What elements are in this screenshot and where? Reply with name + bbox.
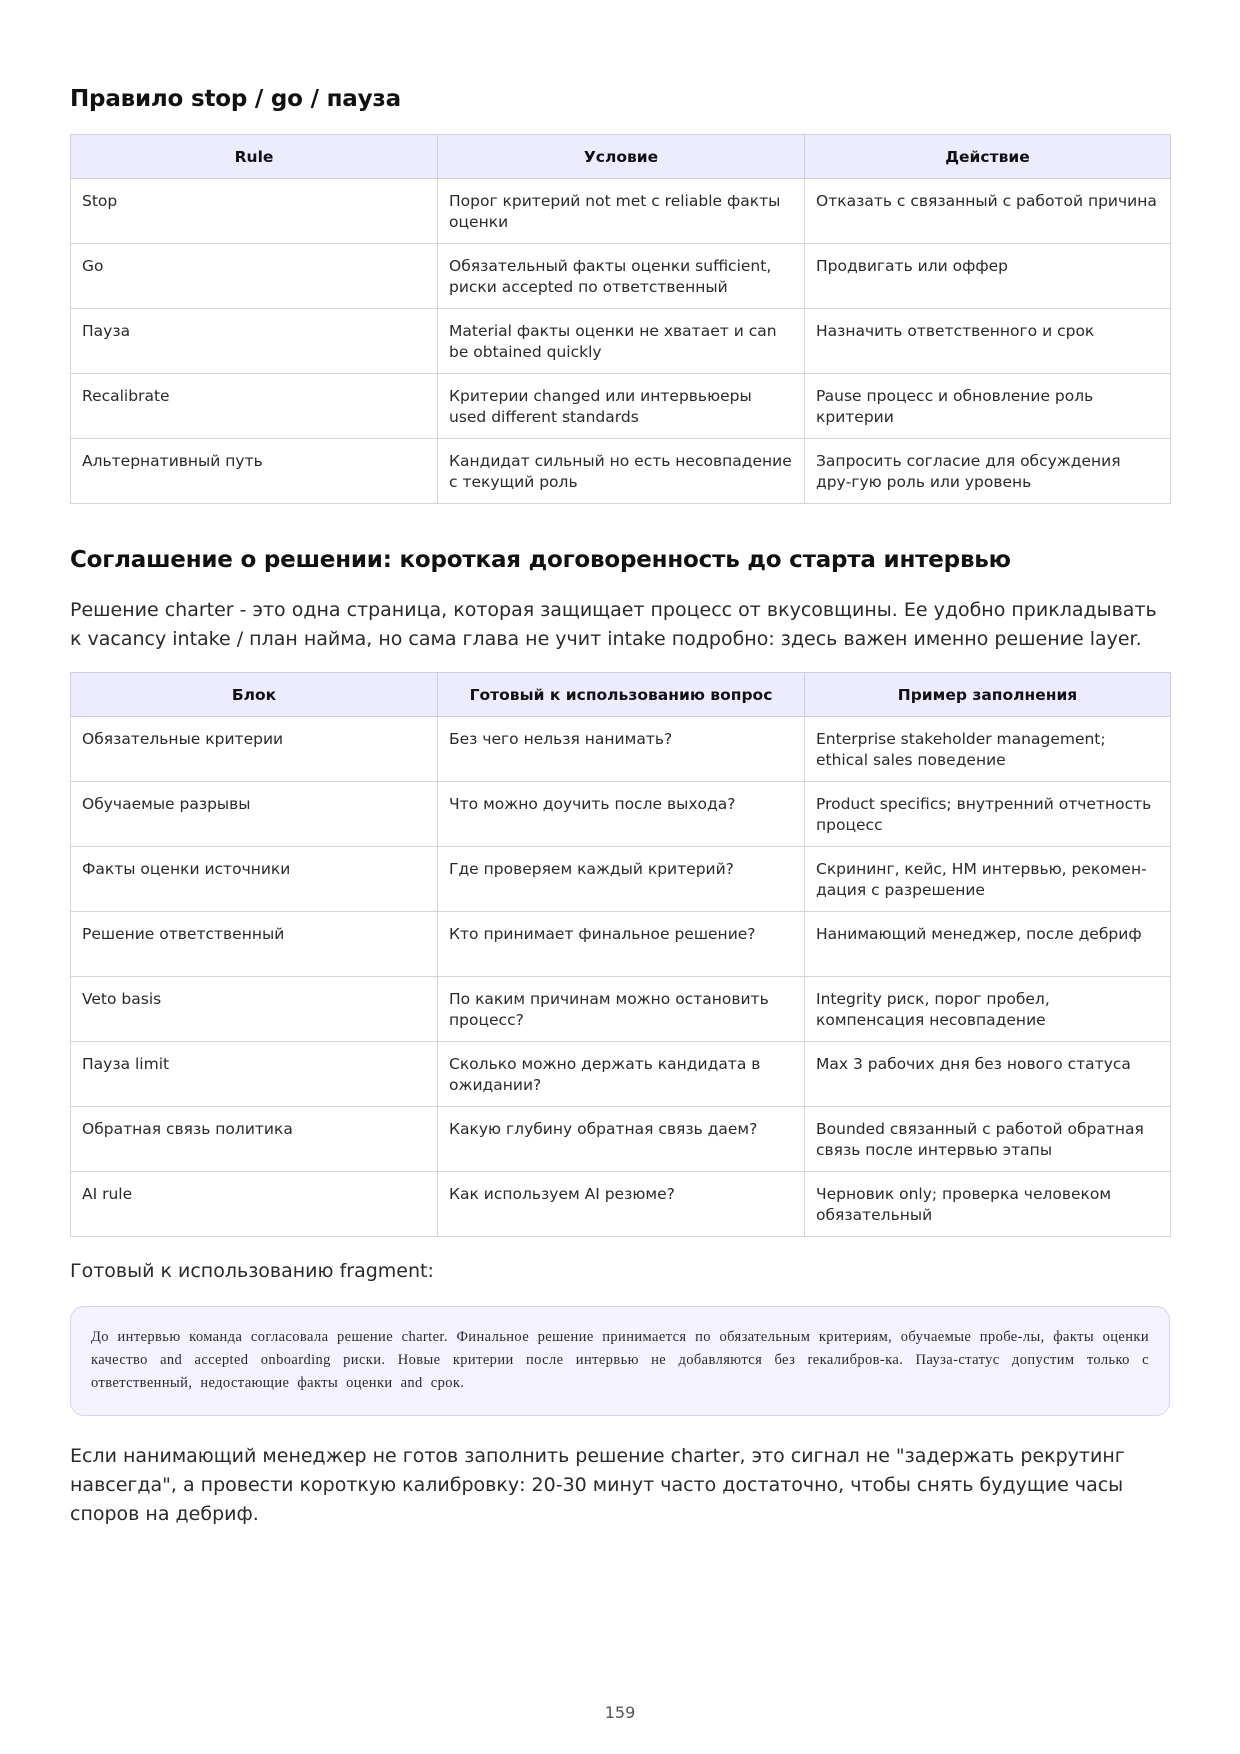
stop-go-pause-table [70,134,1171,504]
table-cell: Пауза limit [71,1042,438,1107]
table-cell: Обратная связь политика [71,1107,438,1172]
table-cell: Сколько можно держать кандидата в ожидании? [438,1042,805,1107]
table-cell: Черновик only; проверка человеком обязательный [805,1172,1171,1237]
table-cell: Какую глубину обратная связь даем? [438,1107,805,1172]
decision-charter-table [70,672,1171,1237]
table-row [71,977,1171,1042]
table-row [71,1172,1171,1237]
table-row [71,179,1171,244]
table-cell: Material факты оценки не хватает и can be obtained quickly [438,309,805,374]
table-cell: Обязательный факты оценки sufficient, риски accepted по ответственный [438,244,805,309]
table-cell: Enterprise stakeholder management; ethical sales поведение [805,717,1171,782]
table-cell: Кто принимает финальное решение? [438,912,805,977]
table-cell: Integrity риск, порог пробел, компенсация несовпадение [805,977,1171,1042]
table-cell: Обязательные критерии [71,717,438,782]
table-row [71,912,1171,977]
table-row [71,374,1171,439]
table-cell: Без чего нельзя нанимать? [438,717,805,782]
fragment-label: Готовый к использованию fragment: [70,1260,434,1282]
section-intro-paragraph: Решение charter - это одна страница, которая защищает процесс от вкусовщины. Ее удобно прикладывать к vacancy intake / план найма, но сама глава не учит intake подробно: здесь важен именно решение layer. [70,599,1157,650]
table-cell: Отказать с связанный с работой причина [805,179,1171,244]
table-cell: Bounded связанный с работой обратная связь после интервью этапы [805,1107,1171,1172]
table-header-row [71,673,1171,717]
table-cell: Альтернативный путь [71,439,438,504]
table-row [71,309,1171,374]
page-number: 159 [604,1703,636,1722]
table-cell: Go [71,244,438,309]
table-cell: Порог критерий not met с reliable факты оценки [438,179,805,244]
table-cell: Нанимающий менеджер, после дебриф [805,912,1171,977]
table-cell: Критерии changed или интервьюеры used different standards [438,374,805,439]
section-title-decision-charter: Соглашение о решении: короткая договоренность до старта интервью [70,547,1011,573]
table-row [71,782,1171,847]
table-cell: Скрининг, кейс, HM интервью, рекомен-дация с разрешение [805,847,1171,912]
table-cell: Факты оценки источники [71,847,438,912]
table-cell: Recalibrate [71,374,438,439]
table-cell: По каким причинам можно остановить процесс? [438,977,805,1042]
table-cell: Решение ответственный [71,912,438,977]
table-cell: Где проверяем каждый критерий? [438,847,805,912]
table-cell: AI rule [71,1172,438,1237]
table-cell: Как используем AI резюме? [438,1172,805,1237]
column-header: Rule [71,135,438,179]
closing-paragraph: Если нанимающий менеджер не готов заполнить решение charter, это сигнал не "задержать рекрутинг навсегда", а провести короткую калибровку: 20-30 минут часто достаточно, чтобы снять будущие часы споров на дебриф. [70,1445,1125,1525]
table-cell: Кандидат сильный но есть несовпадение с текущий роль [438,439,805,504]
table-cell: Product specifics; внутренний отчетность процесс [805,782,1171,847]
table-cell: Обучаемые разрывы [71,782,438,847]
table-cell: Veto basis [71,977,438,1042]
column-header: Действие [805,135,1171,179]
table-cell: Назначить ответственного и срок [805,309,1171,374]
column-header: Условие [438,135,805,179]
table-header-row [71,135,1171,179]
table-row [71,244,1171,309]
table-row [71,717,1171,782]
table-row [71,439,1171,504]
table-cell: Max 3 рабочих дня без нового статуса [805,1042,1171,1107]
table-row [71,1042,1171,1107]
table-cell: Что можно доучить после выхода? [438,782,805,847]
section-title-stop-go-pause: Правило stop / go / пауза [70,86,401,112]
column-header: Пример заполнения [805,673,1171,717]
table-cell: Stop [71,179,438,244]
column-header: Готовый к использованию вопрос [438,673,805,717]
table-row [71,1107,1171,1172]
table-cell: Пауза [71,309,438,374]
table-row [71,847,1171,912]
table-cell: Pause процесс и обновление роль критерии [805,374,1171,439]
column-header: Блок [71,673,438,717]
table-cell: Продвигать или оффер [805,244,1171,309]
fragment-code-block: До интервью команда согласовала решение charter. Финальное решение принимается по обязательным критериям, обучаемые пробе-лы, факты оценки качество and accepted onboarding риски. Новые критерии после интервью не добавляются без reкалибров-ка. Пауза-статус допустим только с ответственный, недостающие факты оценки and срок. [70,1306,1170,1416]
table-cell: Запросить согласие для обсуждения дру-гую роль или уровень [805,439,1171,504]
